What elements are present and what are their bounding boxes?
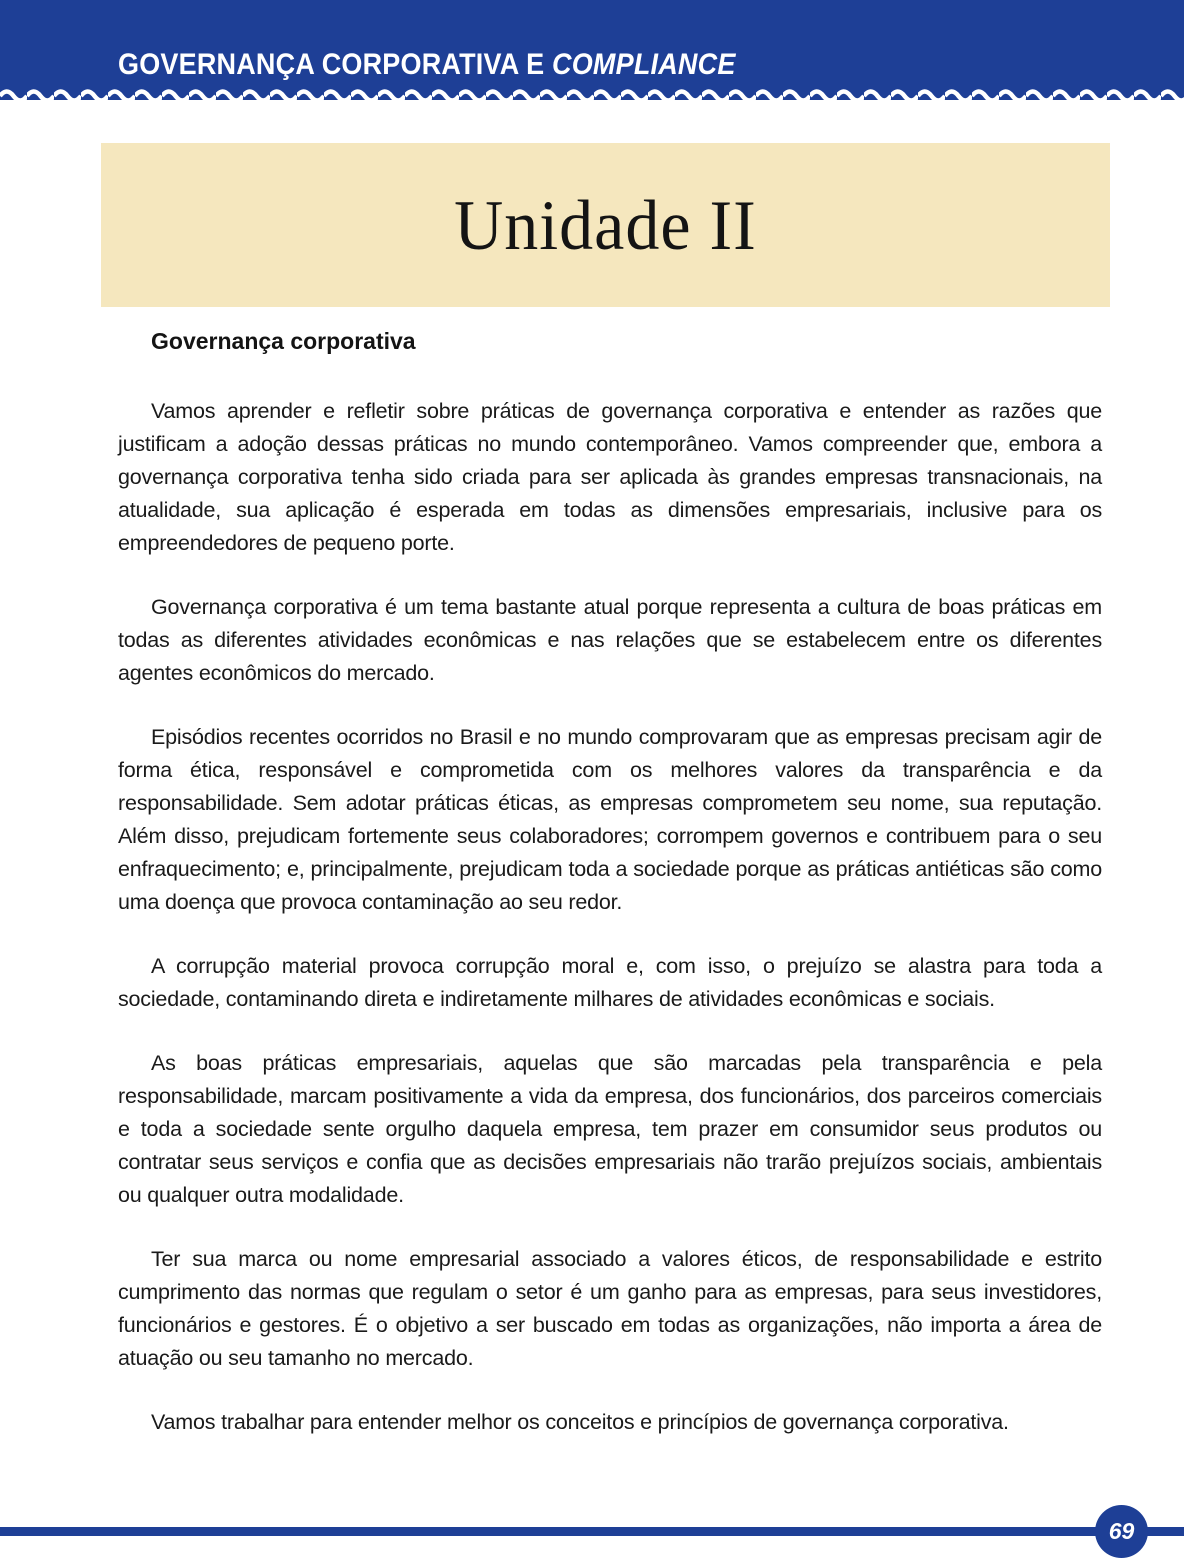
unit-title: Unidade II: [454, 184, 757, 265]
paragraph: Governança corporativa é um tema bastante atual porque representa a cultura de boas práticas em todas as diferentes atividades econômicas e nas relações que se estabelecem entre os diferentes agentes econômicos do mercado.: [118, 595, 1102, 685]
paragraph: As boas práticas empresariais, aquelas que são marcadas pela transparência e pela responsabilidade, marcam positivamente a vida da empresa, dos funcionários, dos parceiros comerciais e toda a sociedade sente orgulho daquela empresa, tem prazer em consumidor seus produtos ou contratar seus serviços e confia que as decisões empresariais não trarão prejuízos sociais, ambientais ou qualquer outra modalidade.: [118, 1051, 1102, 1207]
paragraph: A corrupção material provoca corrupção moral e, com isso, o prejuízo se alastra para toda a sociedade, contaminando direta e indiretamente milhares de atividades econômicas e sociais.: [118, 954, 1102, 1011]
paragraph: Episódios recentes ocorridos no Brasil e no mundo comprovaram que as empresas precisam agir de forma ética, responsável e comprometida com os melhores valores da transparência e da responsabilidade. Sem adotar práticas éticas, as empresas comprometem seu nome, sua reputação. Além disso, prejudicam fortemente seus colaboradores; corrompem governos e contribuem para o seu enfraquecimento; e, principalmente, prejudicam toda a sociedade porque as práticas antiéticas são como uma doença que provoca contaminação ao seu redor.: [118, 725, 1102, 914]
unit-banner: [101, 143, 1110, 307]
page-number-badge: [1095, 1505, 1148, 1558]
running-head: [118, 48, 736, 81]
section-heading: Governança corporativa: [151, 328, 416, 354]
paragraph: Vamos trabalhar para entender melhor os conceitos e princípios de governança corporativa.: [151, 1410, 1009, 1434]
paragraph: Ter sua marca ou nome empresarial associado a valores éticos, de responsabilidade e estrito cumprimento das normas que regulam o setor é um ganho para as empresas, para seus investidores, funcionários e gestores. É o objetivo a ser buscado em todas as organizações, não importa a área de atuação ou seu tamanho no mercado.: [118, 1247, 1102, 1370]
body-content: [118, 328, 1102, 1439]
page-number: 69: [1108, 1518, 1135, 1544]
paragraph: Vamos aprender e refletir sobre práticas de governança corporativa e entender as razões que justificam a adoção dessas práticas no mundo contemporâneo. Vamos compreender que, embora a governança corporativa tenha sido criada para ser aplicada às grandes empresas transnacionais, na atualidade, sua aplicação é esperada em todas as dimensões empresariais, inclusive para os empreendedores de pequeno porte.: [118, 399, 1102, 555]
wave-divider-decoration: [0, 84, 1184, 103]
running-head-compliance: COMPLIANCE: [552, 48, 736, 81]
page-header: [0, 0, 1184, 100]
footer-rule: [0, 1527, 1184, 1536]
running-head-text: GOVERNANÇA CORPORATIVA E: [118, 48, 553, 81]
